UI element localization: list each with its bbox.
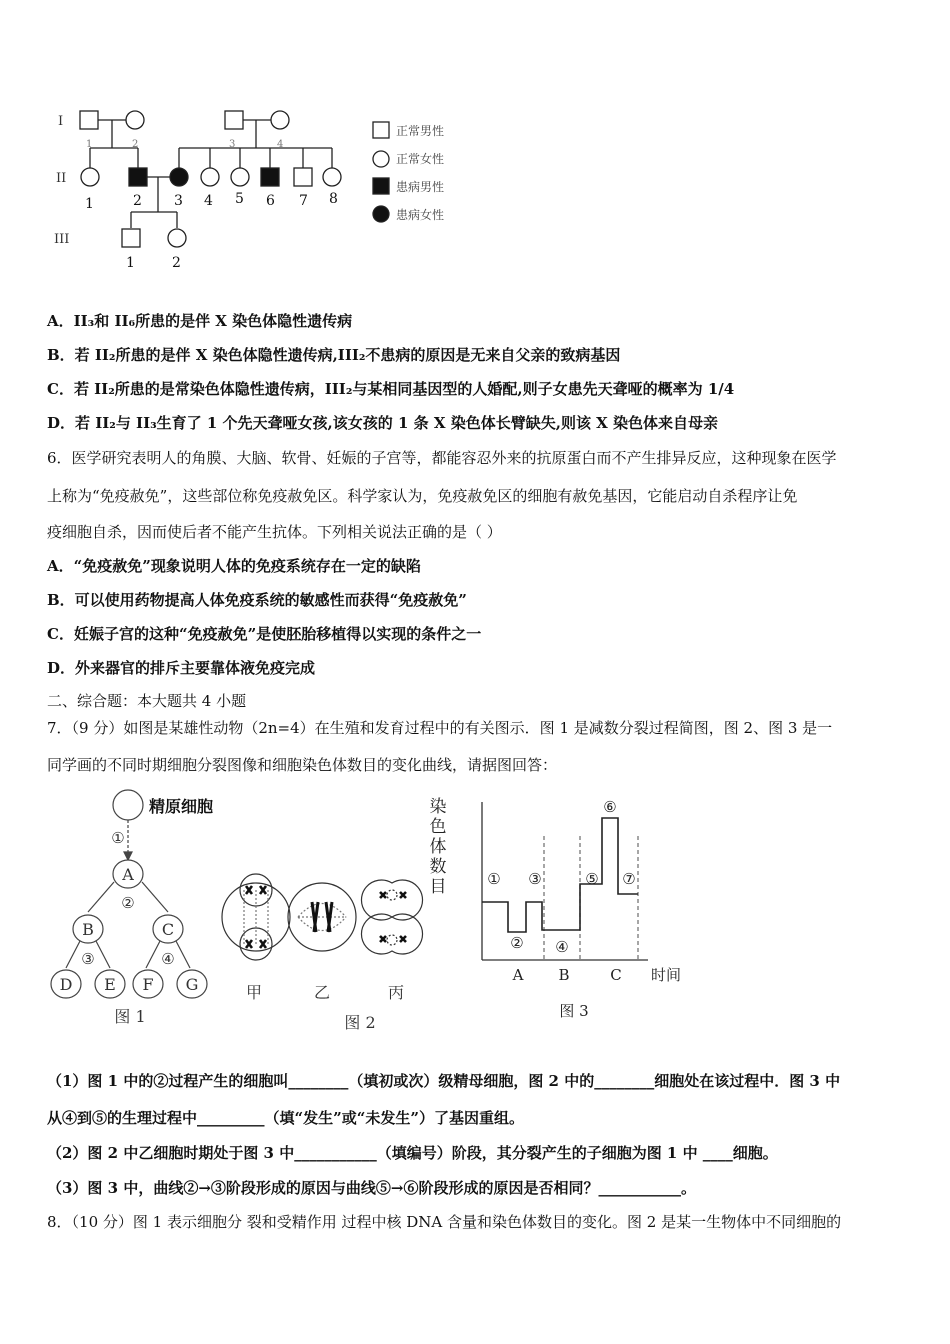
fig3-stage-3: ③ — [528, 870, 542, 888]
fig3-tick-b: B — [558, 966, 570, 984]
fig3-ylabel-char-3: 体 — [429, 837, 447, 857]
fig3-ylabel-char-2: 色 — [429, 817, 447, 837]
pedigree-II7-normal-male — [294, 168, 312, 186]
pedigree-II1-normal-female — [81, 168, 99, 186]
q5-option-b: B．若 II₂所患的是伴 X 染色体隐性遗传病,III₂不患病的原因是无来自父亲的致病基因 — [47, 346, 621, 364]
legend-normal-female-icon — [373, 151, 389, 167]
legend-affected-female-label: 患病女性 — [396, 208, 445, 222]
legend-normal-male-label: 正常男性 — [396, 124, 445, 138]
fig3-ylabel-char-4: 数 — [429, 857, 447, 877]
fig3-caption: 图 3 — [559, 1002, 589, 1020]
pedigree-II6-affected-male — [261, 168, 279, 186]
gen-label-III: III — [54, 232, 70, 247]
figure-3-chromosome-curve — [424, 790, 694, 1030]
fig1-node-d-label: D — [59, 975, 73, 994]
gen2-num-1: 1 — [85, 196, 94, 212]
fig1-node-e-label: E — [104, 975, 116, 994]
fig1-node-f-label: F — [142, 975, 154, 994]
fig3-stage-6: ⑥ — [603, 798, 617, 816]
q7-sub1-line2: 从④到⑤的生理过程中_________（填“发生”或“未发生”）了基因重组。 — [47, 1109, 525, 1127]
gen3-num-2: 2 — [172, 255, 181, 271]
fig1-step-2: ② — [121, 894, 135, 912]
legend-normal-female-label: 正常女性 — [396, 152, 445, 166]
fig2-label-jia: 甲 — [245, 983, 263, 1002]
q7-stem-line2: 同学画的不同时期细胞分裂图像和细胞染色体数目的变化曲线，请据图回答： — [47, 756, 558, 774]
q6-option-a: A．“免疫赦免”现象说明人体的免疫系统存在一定的缺陷 — [47, 557, 421, 575]
q5-option-d: D．若 II₂与 II₃生育了 1 个先天聋哑女孩,该女孩的 1 条 X 染色体长臂缺失,则该 X 染色体来自母亲 — [47, 414, 719, 432]
fig1-step-4: ④ — [161, 950, 175, 968]
gen3-num-1: 1 — [126, 255, 135, 271]
pedigree-III1-normal-male — [122, 229, 140, 247]
gen2-num-6: 6 — [266, 193, 275, 209]
fig3-stage-2: ② — [510, 934, 524, 952]
q6-option-d: D．外来器官的排斥主要靠体液免疫完成 — [47, 659, 316, 677]
pedigree-I1-normal-male — [80, 111, 98, 129]
pedigree-II5-normal-female — [231, 168, 249, 186]
q6-option-c: C．妊娠子宫的这种“免疫赦免”是使胚胎移植得以实现的条件之一 — [47, 625, 482, 643]
fig1-step-1: ① — [111, 829, 125, 847]
pedigree-II8-normal-female — [323, 168, 341, 186]
gen-label-I: I — [58, 114, 64, 129]
fig3-stage-7: ⑦ — [622, 870, 636, 888]
q7-sub2: （2）图 2 中乙细胞时期处于图 3 中___________（填编号）阶段，其分裂产生的子细胞为图 1 中 ____细胞。 — [47, 1144, 778, 1162]
q7-stem-line1: 7．（9 分）如图是某雄性动物（2n=4）在生殖和发育过程中的有关图示．图 1 是减数分裂过程简图，图 2、图 3 是一 — [47, 719, 833, 737]
q7-sub3: （3）图 3 中，曲线②→③阶段形成的原因与曲线⑤→⑥阶段形成的原因是否相同？___________。 — [47, 1179, 696, 1197]
fig1-top-label: 精原细胞 — [149, 797, 214, 816]
pedigree-chart — [40, 100, 500, 280]
q6-option-b: B．可以使用药物提高人体免疫系统的敏感性而获得“免疫赦免” — [47, 591, 467, 609]
gen1-num-3: 3 — [229, 139, 236, 150]
legend-normal-male-icon — [373, 122, 389, 138]
q6-stem-line3: 疫细胞自杀，因而使后者不能产生抗体。下列相关说法正确的是（ ） — [47, 523, 502, 541]
q6-stem-line2: 上称为“免疫赦免”，这些部位称免疫赦免区。科学家认为，免疫赦免区的细胞有赦免基因，它能启动自杀程序让免 — [47, 487, 798, 505]
gen2-num-2: 2 — [133, 193, 142, 209]
pedigree-II4-normal-female — [201, 168, 219, 186]
pedigree-I2-normal-female — [126, 111, 144, 129]
legend-affected-female-icon — [373, 206, 389, 222]
figure-1-meiosis-tree — [44, 786, 224, 1036]
fig2-cell-bing — [361, 880, 422, 954]
gen2-num-8: 8 — [329, 191, 338, 207]
fig3-curve — [482, 818, 638, 932]
pedigree-III2-normal-female — [168, 229, 186, 247]
fig1-node-c-label: C — [161, 920, 175, 939]
q7-sub1-line1: （1）图 1 中的②过程产生的细胞叫________（填初或次）级精母细胞，图 2 中的________细胞处在该过程中．图 3 中 — [47, 1072, 841, 1090]
fig2-label-yi: 乙 — [313, 983, 331, 1002]
gen2-num-5: 5 — [235, 191, 244, 207]
pedigree-I3-normal-male — [225, 111, 243, 129]
fig2-caption: 图 2 — [344, 1013, 376, 1032]
fig3-tick-a: A — [512, 966, 524, 984]
gen2-num-7: 7 — [299, 193, 308, 209]
fig1-node-a-label: A — [122, 865, 134, 884]
figure-2-cell-division — [214, 850, 444, 1040]
q8-stem-text: 8．（10 分）图 1 表示细胞分 裂和受精作用 过程中核 DNA 含量和染色体数目的变化。图 2 是某一生物体中不同细胞的 — [47, 1213, 842, 1231]
fig1-caption: 图 1 — [114, 1007, 146, 1026]
q5-option-c: C．若 II₂所患的是常染色体隐性遗传病，III₂与某相同基因型的人婚配,则子女患先天聋哑的概率为 1/4 — [47, 380, 735, 398]
gen-label-II: II — [56, 171, 67, 186]
fig3-tick-c: C — [610, 966, 622, 984]
fig3-stage-1: ① — [487, 870, 501, 888]
legend-affected-male-label: 患病男性 — [396, 180, 445, 194]
fig1-node-g-label: G — [185, 975, 199, 994]
fig1-step-3: ③ — [81, 950, 95, 968]
section-2-heading: 二、综合题：本大题共 4 小题 — [47, 692, 247, 710]
pedigree-II2-affected-male — [129, 168, 147, 186]
fig3-ylabel-char-1: 染 — [429, 797, 447, 817]
legend-affected-male-icon — [373, 178, 389, 194]
fig2-label-bing: 丙 — [387, 983, 405, 1002]
fig3-ylabel-char-5: 目 — [429, 877, 447, 897]
gen2-num-3: 3 — [174, 193, 183, 209]
fig2-cell-jia — [222, 883, 290, 951]
q8-stem-line1 — [47, 1212, 841, 1232]
gen2-num-4: 4 — [204, 193, 213, 209]
q5-option-a: A．II₃和 II₆所患的是伴 X 染色体隐性遗传病 — [47, 312, 353, 330]
q6-stem-line1: 6．医学研究表明人的角膜、大脑、软骨、妊娠的子宫等，都能容忍外来的抗原蛋白而不产生排异反应，这种现象在医学 — [47, 449, 837, 467]
gen1-num-1: 1 — [86, 139, 93, 150]
gen1-num-4: 4 — [277, 139, 284, 150]
pedigree-II3-affected-female — [170, 168, 188, 186]
fig1-node-b-label: B — [82, 920, 94, 939]
fig3-stage-5: ⑤ — [585, 870, 599, 888]
fig3-xlabel: 时间 — [650, 966, 682, 984]
pedigree-I4-normal-female — [271, 111, 289, 129]
gen1-num-2: 2 — [132, 139, 139, 150]
fig3-stage-4: ④ — [555, 938, 569, 956]
